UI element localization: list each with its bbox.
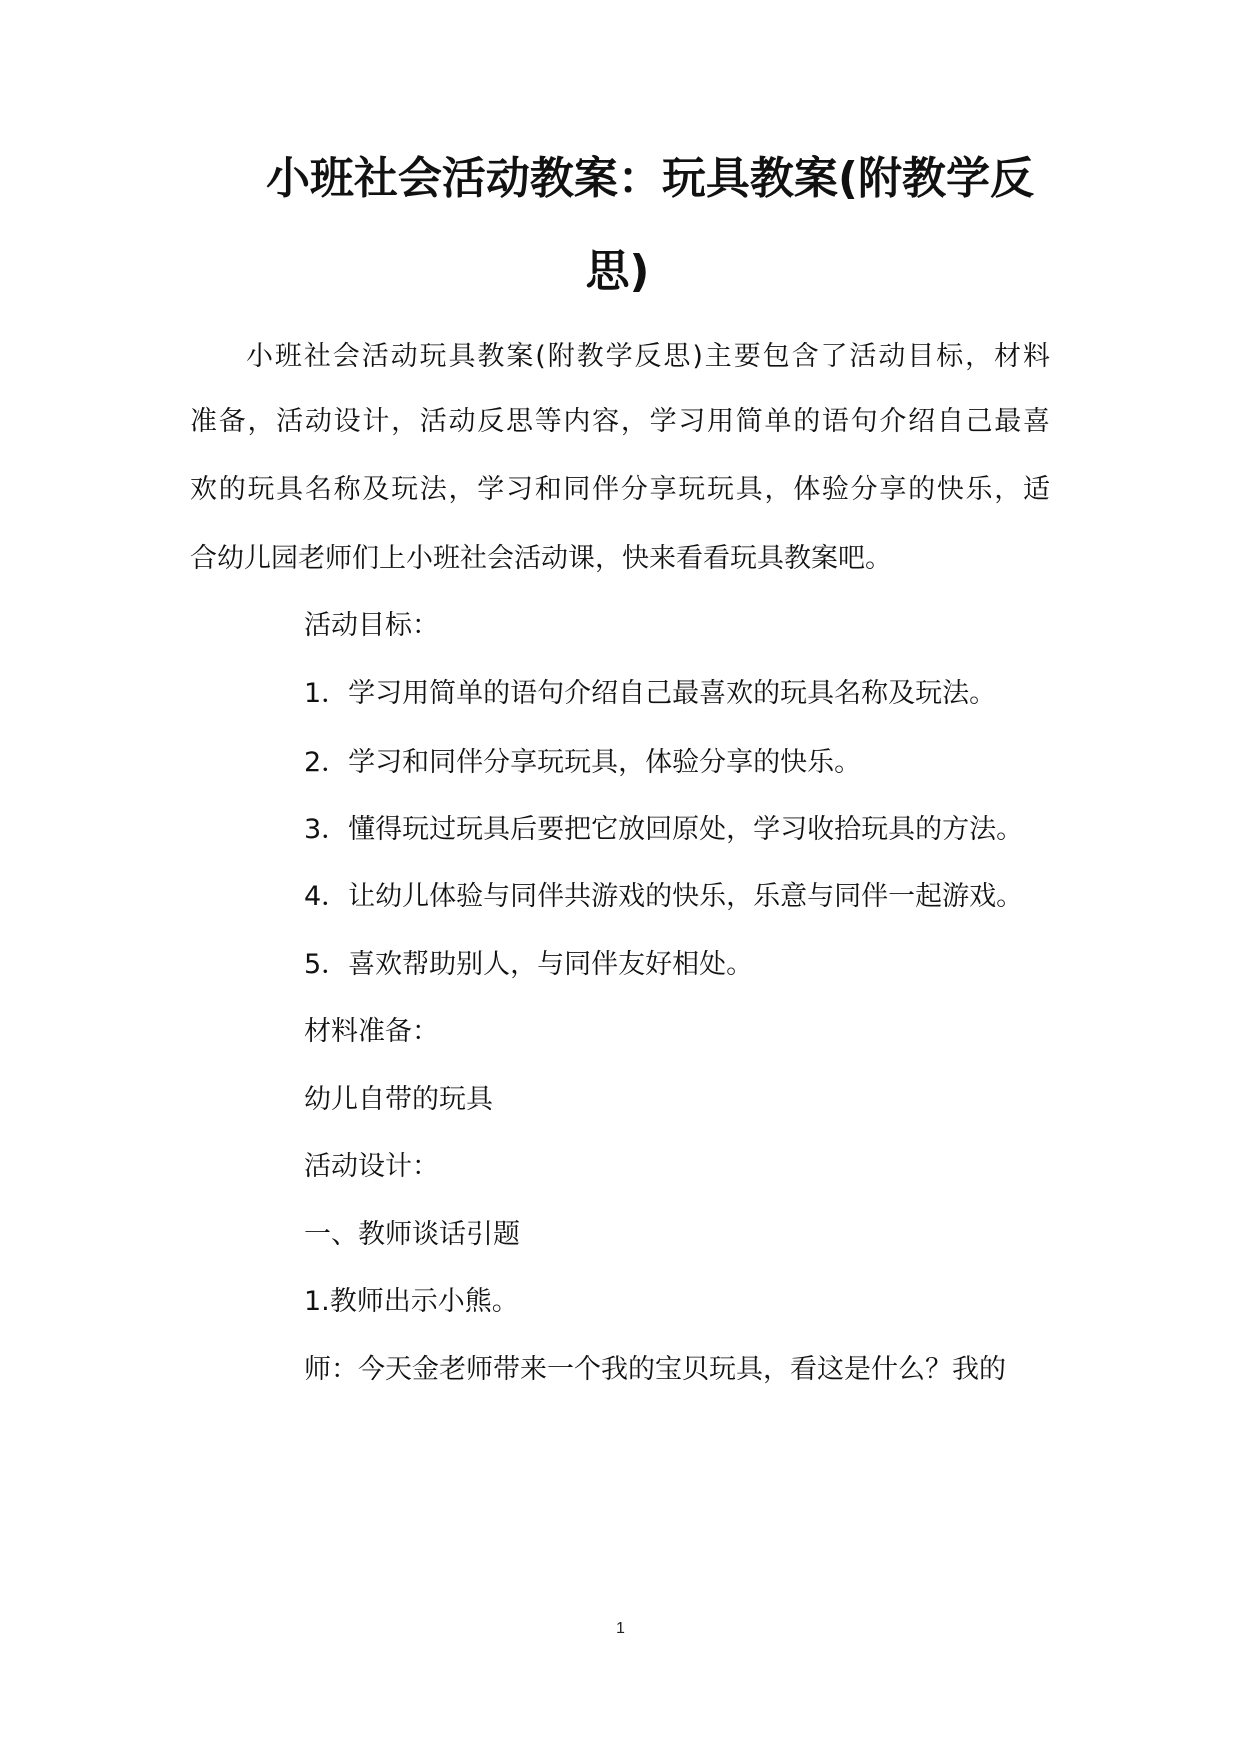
intro-line: 准备，活动设计，活动反思等内容，学习用简单的语句介绍自己最喜 xyxy=(190,406,1050,437)
goal-item: 1．学习用简单的语句介绍自己最喜欢的玩具名称及玩法。 xyxy=(304,678,997,709)
materials-heading: 材料准备： xyxy=(304,1016,439,1047)
goal-item: 4．让幼儿体验与同伴共游戏的快乐，乐意与同伴一起游戏。 xyxy=(304,881,1024,912)
step-item: 1.教师出示小熊。 xyxy=(304,1286,519,1317)
goals-heading: 活动目标： xyxy=(304,610,439,641)
document-title-line-1: 小班社会活动教案：玩具教案(附教学反 xyxy=(265,153,1035,204)
goal-item: 3．懂得玩过玩具后要把它放回原处，学习收拾玩具的方法。 xyxy=(304,814,1024,845)
page-number: 1 xyxy=(616,1620,625,1637)
section-heading: 一、教师谈话引题 xyxy=(304,1219,520,1250)
intro-line: 小班社会活动玩具教案(附教学反思)主要包含了活动目标，材料 xyxy=(246,341,1050,372)
materials-text: 幼儿自带的玩具 xyxy=(304,1084,493,1115)
design-heading: 活动设计： xyxy=(304,1151,439,1182)
intro-line: 合幼儿园老师们上小班社会活动课，快来看看玩具教案吧。 xyxy=(190,543,892,574)
document-title-line-2: 思) xyxy=(585,246,650,297)
dialogue-line: 师：今天金老师带来一个我的宝贝玩具，看这是什么？我的 xyxy=(304,1354,1006,1385)
intro-line: 欢的玩具名称及玩法，学习和同伴分享玩玩具，体验分享的快乐，适 xyxy=(190,474,1050,505)
goal-item: 5．喜欢帮助别人，与同伴友好相处。 xyxy=(304,949,754,980)
goal-item: 2．学习和同伴分享玩玩具，体验分享的快乐。 xyxy=(304,747,862,778)
